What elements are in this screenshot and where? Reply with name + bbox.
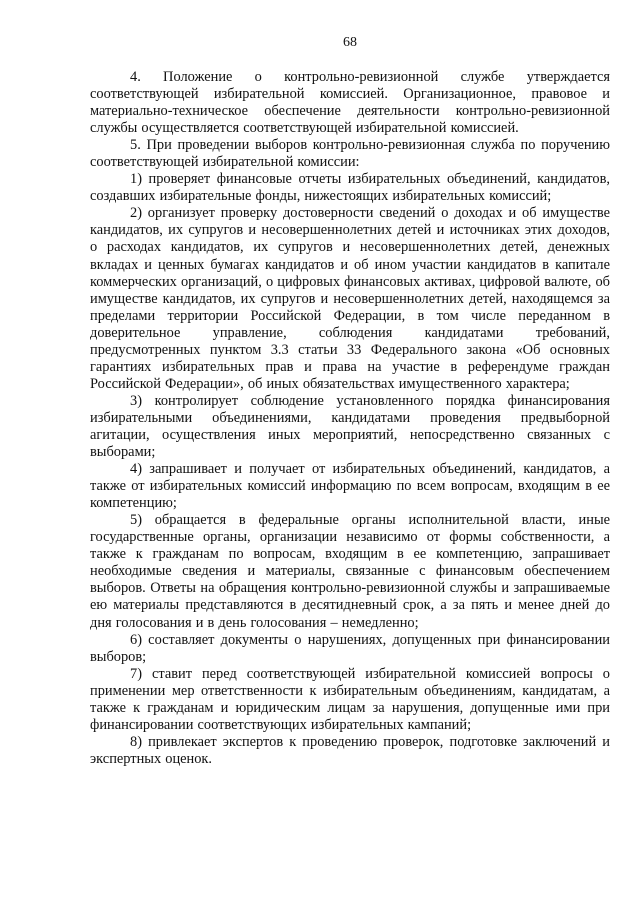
paragraph-4-regulation: 4. Положение о контрольно-ревизионной службе утверждается соответствующей избирательной комиссией. Организационное, правовое и материально-техническое обеспечение деятельности контрольно-ревизионной службы осуществляется соответствующей избирательной комиссией. <box>90 69 610 137</box>
list-item-5-authority-requests: 5) обращается в федеральные органы исполнительной власти, иные государственные органы, организации независимо от формы собственности, а также к гражданам по вопросам, входящим в ее компетенцию, запрашивает необходимые сведения и материалы, связанные с финансовым обеспечением выборов. Ответы на обращения контрольно-ревизионной службы и запрашиваемые ею материалы представляются в десятидневный срок, а за пять и менее дней до дня голосования и в день голосования – немедленно; <box>90 512 610 631</box>
list-item-8-experts: 8) привлекает экспертов к проведению проверок, подготовке заключений и экспертных оценок. <box>90 733 610 767</box>
page-number: 68 <box>343 35 357 50</box>
document-page <box>90 0 610 905</box>
list-item-2-income-verification: 2) организует проверку достоверности сведений о доходах и об имуществе кандидатов, их супругов и несовершеннолетних детей и источниках этих доходов, о расходах кандидатов, их супругов и несовершеннолетних детей, денежных вкладах и ценных бумагах кандидатов и об ином участии кандидатов в капитале коммерческих организаций, о цифровых финансовых активах, цифровой валюте, об имуществе кандидатов, их супругов и несовершеннолетних детей, находящемся за пределами территории Российской Федерации, в том числе переданном в доверительное управление, соблюдения кандидатами требований, предусмотренных пунктом 3.3 статьи 33 Федерального закона «Об основных гарантиях избирательных прав и права на участие в референдуме граждан Российской Федерации», об иных обязательствах имущественного характера; <box>90 205 610 392</box>
list-item-7-liability-measures: 7) ставит перед соответствующей избирательной комиссией вопросы о применении мер ответственности к избирательным объединениям, кандидатам, а также к гражданам и юридическим лицам за нарушения, допущенные ими при финансировании соответствующих избирательных кампаний; <box>90 665 610 733</box>
list-item-3-financing-control: 3) контролирует соблюдение установленного порядка финансирования избирательными объединениями, кандидатами проведения предвыборной агитации, осуществления иных мероприятий, непосредственно связанных с выборами; <box>90 392 610 461</box>
list-item-1-financial-reports: 1) проверяет финансовые отчеты избирательных объединений, кандидатов, создавших избирательные фонды, нижестоящих избирательных комиссий; <box>90 171 610 205</box>
document-body <box>90 69 610 768</box>
paragraph-5-intro: 5. При проведении выборов контрольно-ревизионная служба по поручению соответствующей избирательной комиссии: <box>90 137 610 171</box>
list-item-6-violation-documents: 6) составляет документы о нарушениях, допущенных при финансировании выборов; <box>90 631 610 665</box>
list-item-4-information-requests: 4) запрашивает и получает от избирательных объединений, кандидатов, а также от избирательных комиссий информацию по всем вопросам, входящим в ее компетенцию; <box>90 461 610 512</box>
